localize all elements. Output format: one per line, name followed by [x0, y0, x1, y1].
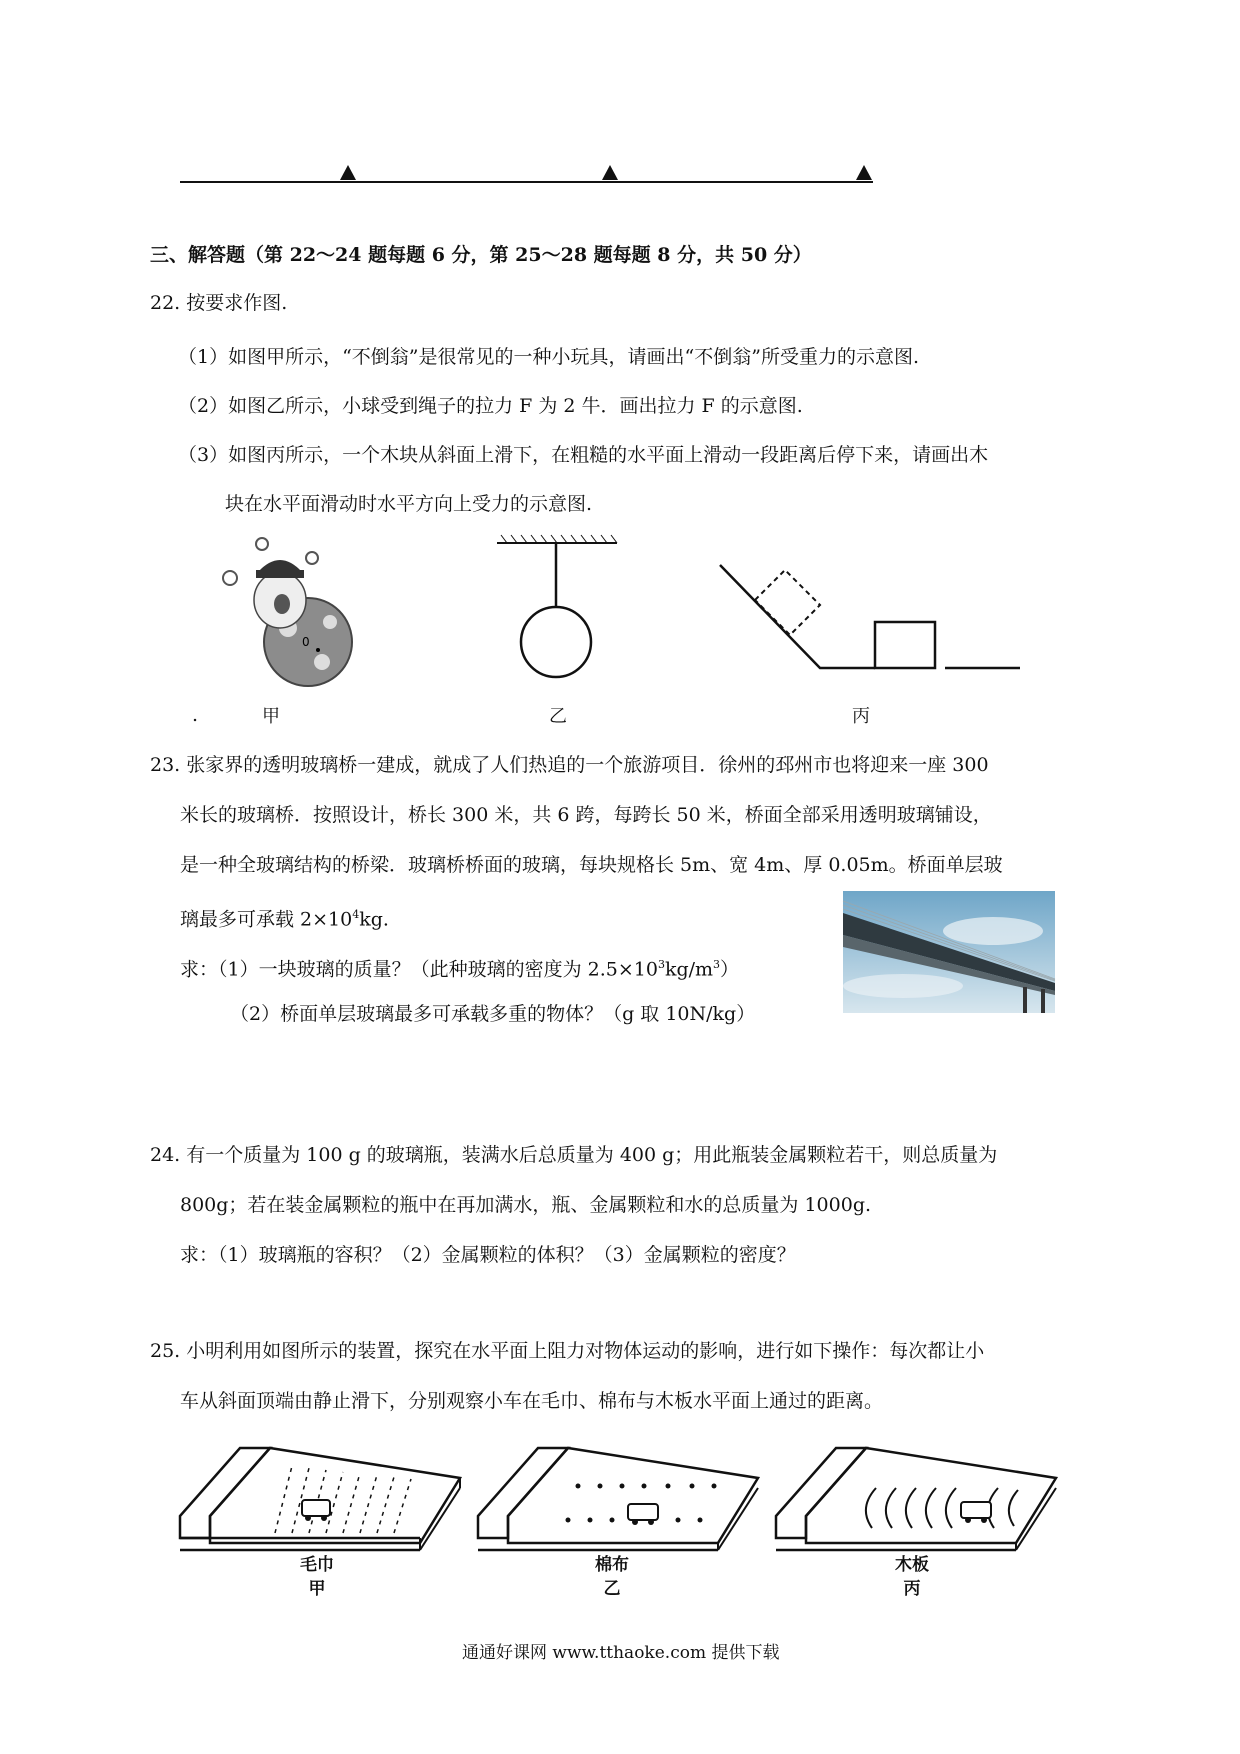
glass-bridge-photo — [843, 891, 1055, 1013]
fig-label-jia: 甲 — [262, 706, 280, 727]
q22-part3-line2: 块在水平面滑动时水平方向上受力的示意图. — [225, 493, 593, 515]
fig-label-yi: 乙 — [549, 706, 567, 727]
board-wood-figure — [776, 1438, 1056, 1558]
q23-line2: 米长的玻璃桥．按照设计，桥长 300 米，共 6 跨，每跨长 50 米，桥面全部采用透明玻璃铺设， — [180, 804, 992, 826]
section-heading: 三、解答题（第 22～24 题每题 6 分，第 25～28 题每题 8 分，共 50 分） — [150, 244, 812, 266]
caption-wood: 木板 丙 — [895, 1555, 929, 1599]
q23-ask1: 求：（1）一块玻璃的质量？（此种玻璃的密度为 $2.5\times 10^3kg/m^3$） — [180, 958, 740, 981]
q22-part1: （1）如图甲所示，“不倒翁”是很常见的一种小玩具，请画出“不倒翁”所受重力的示意图. — [178, 346, 919, 368]
q23-ask2: （2）桥面单层玻璃最多可承载多重的物体？（g 取 10N/kg） — [230, 1003, 756, 1025]
q22-part3-line1: （3）如图丙所示，一个木块从斜面上滑下，在粗糙的水平面上滑动一段距离后停下来，请画出木 — [178, 444, 989, 466]
triangle-marker-3 — [856, 165, 872, 180]
tumbler-doll-figure — [210, 530, 370, 700]
stray-dot: . — [192, 704, 199, 726]
triangle-marker-2 — [602, 165, 618, 180]
q25-line2: 车从斜面顶端由静止滑下，分别观察小车在毛巾、棉布与木板水平面上通过的距离。 — [180, 1390, 884, 1412]
q23-line4: 璃最多可承载 $2\times 10^4kg$. — [180, 908, 389, 931]
q24-line2: 800g；若在装金属颗粒的瓶中在再加满水，瓶、金属颗粒和水的总质量为 1000g. — [180, 1194, 872, 1216]
board-cotton-figure — [478, 1438, 758, 1558]
hanging-ball-figure — [497, 535, 627, 685]
caption-towel: 毛巾 甲 — [300, 1555, 334, 1599]
board-towel-figure — [180, 1438, 460, 1558]
answer-blank-line — [0, 155, 1240, 195]
triangle-marker-1 — [340, 165, 356, 180]
footer-text: 通通好课网 www.tthaoke.com 提供下载 — [462, 1643, 780, 1663]
fig-label-bing: 丙 — [852, 706, 870, 727]
q23-line1: 23. 张家界的透明玻璃桥一建成，就成了人们热追的一个旅游项目．徐州的邳州市也将迎来一座 300 — [150, 754, 989, 776]
q23-line3: 是一种全玻璃结构的桥梁．玻璃桥桥面的玻璃，每块规格长 5m、宽 4m、厚 0.05m。桥面单层玻 — [180, 854, 1003, 876]
q22-part2: （2）如图乙所示，小球受到绳子的拉力 F 为 2 牛．画出拉力 F 的示意图. — [178, 395, 803, 417]
caption-cotton: 棉布 乙 — [595, 1555, 629, 1599]
q24-line3: 求：（1）玻璃瓶的容积？（2）金属颗粒的体积？（3）金属颗粒的密度？ — [180, 1244, 796, 1266]
incline-block-figure — [715, 560, 1035, 690]
q22-title: 22. 按要求作图. — [150, 292, 288, 314]
q24-line1: 24. 有一个质量为 100 g 的玻璃瓶，装满水后总质量为 400 g；用此瓶装金属颗粒若干，则总质量为 — [150, 1144, 998, 1166]
q25-line1: 25. 小明利用如图所示的装置，探究在水平面上阻力对物体运动的影响，进行如下操作：每次都让小 — [150, 1340, 985, 1362]
doll-center-label: 0 — [302, 635, 310, 649]
